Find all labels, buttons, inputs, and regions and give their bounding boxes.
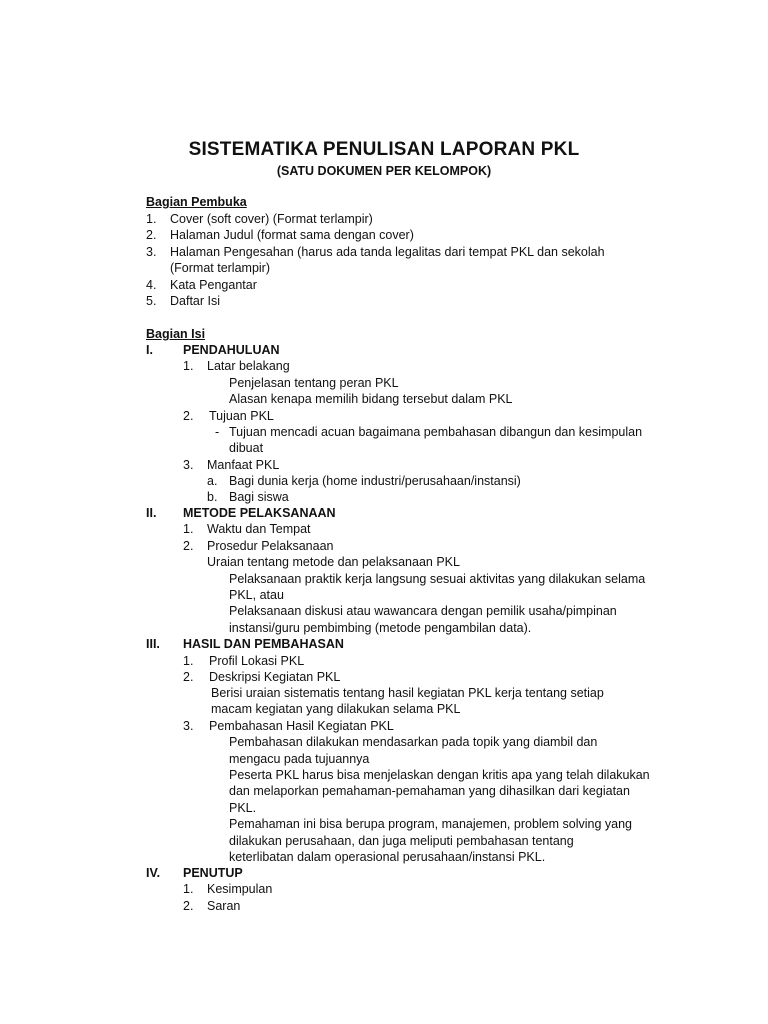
list-item: Prosedur Pelaksanaan bbox=[207, 539, 334, 553]
list-item: Pembahasan Hasil Kegiatan PKL bbox=[209, 719, 394, 733]
list-item: Saran bbox=[207, 899, 241, 913]
text-line: keterlibatan dalam operasional perusahaan/instansi PKL. bbox=[229, 850, 546, 864]
text-line: dilakukan perusahaan, dan juga meliputi pembahasan tentang bbox=[229, 834, 574, 848]
text-line: PKL. bbox=[229, 801, 257, 815]
list-number: 1. bbox=[183, 522, 194, 536]
list-item: Waktu dan Tempat bbox=[207, 522, 311, 536]
document-subtitle: (SATU DOKUMEN PER KELOMPOK) bbox=[276, 164, 492, 178]
list-number: 1. bbox=[183, 882, 194, 896]
list-item: Deskripsi Kegiatan PKL bbox=[209, 670, 341, 684]
text-line: Pelaksanaan praktik kerja langsung sesuai aktivitas yang dilakukan selama bbox=[229, 572, 646, 586]
document-title: SISTEMATIKA PENULISAN LAPORAN PKL bbox=[188, 139, 580, 160]
list-item: Profil Lokasi PKL bbox=[209, 654, 305, 668]
text-line: macam kegiatan yang dilakukan selama PKL bbox=[211, 702, 461, 716]
text-line: Uraian tentang metode dan pelaksanaan PKL bbox=[207, 555, 460, 569]
chapter-title: PENUTUP bbox=[183, 866, 243, 880]
list-number: 1. bbox=[146, 212, 157, 226]
dash-bullet: - bbox=[215, 425, 220, 439]
chapter-number: I. bbox=[146, 343, 153, 357]
text-line: Peserta PKL harus bisa menjelaskan dengan kritis apa yang telah dilakukan bbox=[229, 768, 650, 782]
section-heading-isi: Bagian Isi bbox=[146, 327, 206, 341]
list-item: Cover (soft cover) (Format terlampir) bbox=[170, 212, 373, 226]
text-line: Pelaksanaan diskusi atau wawancara dengan pemilik usaha/pimpinan bbox=[229, 604, 617, 618]
text-line: Berisi uraian sistematis tentang hasil kegiatan PKL kerja tentang setiap bbox=[211, 686, 604, 700]
list-number: 3. bbox=[183, 458, 194, 472]
text-line: instansi/guru pembimbing (metode pengambilan data). bbox=[229, 621, 532, 635]
list-item: Kata Pengantar bbox=[170, 278, 257, 292]
list-number: 2. bbox=[183, 409, 194, 423]
text-line: PKL, atau bbox=[229, 588, 284, 602]
list-letter: b. bbox=[207, 490, 218, 504]
list-item: Halaman Judul (format sama dengan cover) bbox=[170, 228, 414, 242]
list-item: Halaman Pengesahan (harus ada tanda legalitas dari tempat PKL dan sekolah bbox=[170, 245, 605, 259]
list-number: 3. bbox=[183, 719, 194, 733]
list-item: Daftar Isi bbox=[170, 294, 221, 308]
list-item: Bagi siswa bbox=[229, 490, 289, 504]
text-line: Tujuan mencadi acuan bagaimana pembahasan dibangun dan kesimpulan bbox=[229, 425, 643, 439]
list-item: Bagi dunia kerja (home industri/perusahaan/instansi) bbox=[229, 474, 521, 488]
list-item: Latar belakang bbox=[207, 359, 290, 373]
section-heading-pembuka: Bagian Pembuka bbox=[146, 195, 247, 209]
chapter-title: METODE PELAKSANAAN bbox=[183, 506, 336, 520]
text-line: mengacu pada tujuannya bbox=[229, 752, 370, 766]
list-number: 1. bbox=[183, 654, 194, 668]
list-item: Kesimpulan bbox=[207, 882, 273, 896]
chapter-title: HASIL DAN PEMBAHASAN bbox=[183, 637, 344, 651]
list-item: Tujuan PKL bbox=[209, 409, 274, 423]
list-number: 2. bbox=[146, 228, 157, 242]
chapter-title: PENDAHULUAN bbox=[183, 343, 280, 357]
list-number: 2. bbox=[183, 670, 194, 684]
text-line: dan melaporkan pemahaman-pemahaman yang dihasilkan dari kegiatan bbox=[229, 784, 630, 798]
list-number: 2. bbox=[183, 899, 194, 913]
list-item: Manfaat PKL bbox=[207, 458, 280, 472]
list-item-continuation: (Format terlampir) bbox=[170, 261, 271, 275]
chapter-number: IV. bbox=[146, 866, 161, 880]
list-letter: a. bbox=[207, 474, 218, 488]
chapter-number: III. bbox=[146, 637, 160, 651]
list-number: 5. bbox=[146, 294, 157, 308]
text-line: Pembahasan dilakukan mendasarkan pada topik yang diambil dan bbox=[229, 735, 598, 749]
chapter-number: II. bbox=[146, 506, 157, 520]
text-line: Alasan kenapa memilih bidang tersebut dalam PKL bbox=[229, 392, 513, 406]
list-number: 1. bbox=[183, 359, 194, 373]
list-number: 3. bbox=[146, 245, 157, 259]
list-number: 4. bbox=[146, 278, 157, 292]
text-line: Penjelasan tentang peran PKL bbox=[229, 376, 399, 390]
list-number: 2. bbox=[183, 539, 194, 553]
text-line: Pemahaman ini bisa berupa program, manajemen, problem solving yang bbox=[229, 817, 632, 831]
text-line: dibuat bbox=[229, 441, 264, 455]
